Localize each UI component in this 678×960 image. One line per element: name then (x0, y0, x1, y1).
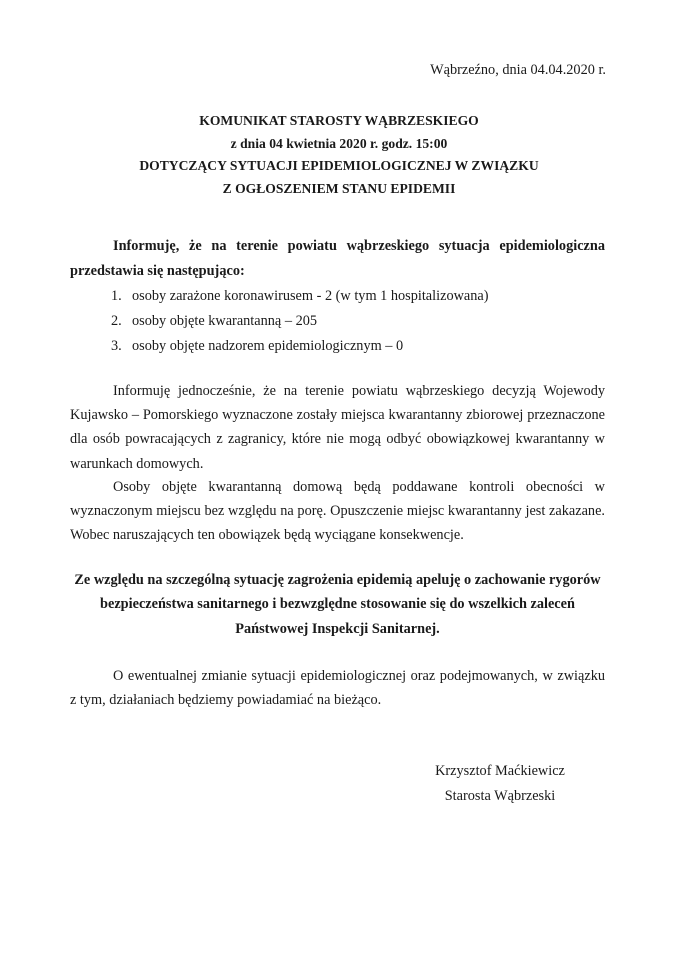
list-item-number: 3. (111, 338, 122, 354)
paragraph-text: O ewentualnej zmianie sytuacji epidemiologicznej oraz podejmowanych, w związku z tym, działaniach będziemy powiadamiać na bieżąco. (70, 668, 605, 709)
list-item-text: osoby objęte kwarantanną – 205 (132, 313, 318, 329)
statistics-list (111, 284, 489, 359)
signatory-name: Krzysztof Maćkiewicz (435, 763, 565, 779)
heading-title: KOMUNIKAT STAROSTY WĄBRZESKIEGO (199, 113, 479, 128)
paragraph-text: Osoby objęte kwarantanną domową będą poddawane kontroli obecności w wyznaczonym miejscu bez względu na porę. Opuszczenie miejsc kwarantanny jest zakazane. Wobec naruszających ten obowiązek będą wyciągane konsekwencje. (70, 479, 605, 544)
signatory-role: Starosta Wąbrzeski (444, 788, 556, 804)
intro-paragraph (70, 234, 605, 284)
heading-subject-line2: Z OGŁOSZENIEM STANU EPIDEMII (222, 180, 456, 196)
list-item-number: 1. (111, 288, 122, 304)
list-item-text: osoby zarażone koronawirusem - 2 (w tym 1 hospitalizowana) (132, 288, 489, 304)
signature-block (430, 759, 570, 809)
quarantine-sites-paragraph (70, 379, 605, 476)
list-item-number: 2. (111, 313, 122, 329)
list-item (111, 309, 489, 334)
list-item (111, 334, 489, 359)
quarantine-control-paragraph (70, 475, 605, 548)
list-item-text: osoby objęte nadzorem epidemiologicznym – 0 (132, 338, 404, 354)
paragraph-text: Informuję jednocześnie, że na terenie powiatu wąbrzeskiego decyzją Wojewody Kujawsko – Pomorskiego wyznaczone zostały miejsca kwarantanny zbiorowej przeznaczone dla osób powracających z zagranicy, które nie mogą odbyć obowiązkowej kwarantanny w warunkach domowych. (70, 383, 605, 472)
heading-subject-line1: DOTYCZĄCY SYTUACJI EPIDEMIOLOGICZNEJ W ZWIĄZKU (139, 158, 539, 173)
list-item (111, 284, 489, 309)
intro-text: Informuję, że na terenie powiatu wąbrzeskiego sytuacja epidemiologiczna przedstawia się następująco: (70, 238, 605, 279)
appeal-paragraph: Ze względu na szczególną sytuację zagrożenia epidemią apeluję o zachowanie rygorów bezpieczeństwa sanitarnego i bezwzględne stosowanie się do wszelkich zaleceń Państwowej Inspekcji Sanitarnej. (74, 572, 601, 637)
place-date: Wąbrzeźno, dnia 04.04.2020 r. (430, 62, 606, 78)
intro-indent (70, 238, 113, 254)
closing-paragraph (70, 664, 605, 712)
document-heading (0, 110, 678, 200)
heading-date: z dnia 04 kwietnia 2020 r. godz. 15:00 (230, 135, 448, 151)
